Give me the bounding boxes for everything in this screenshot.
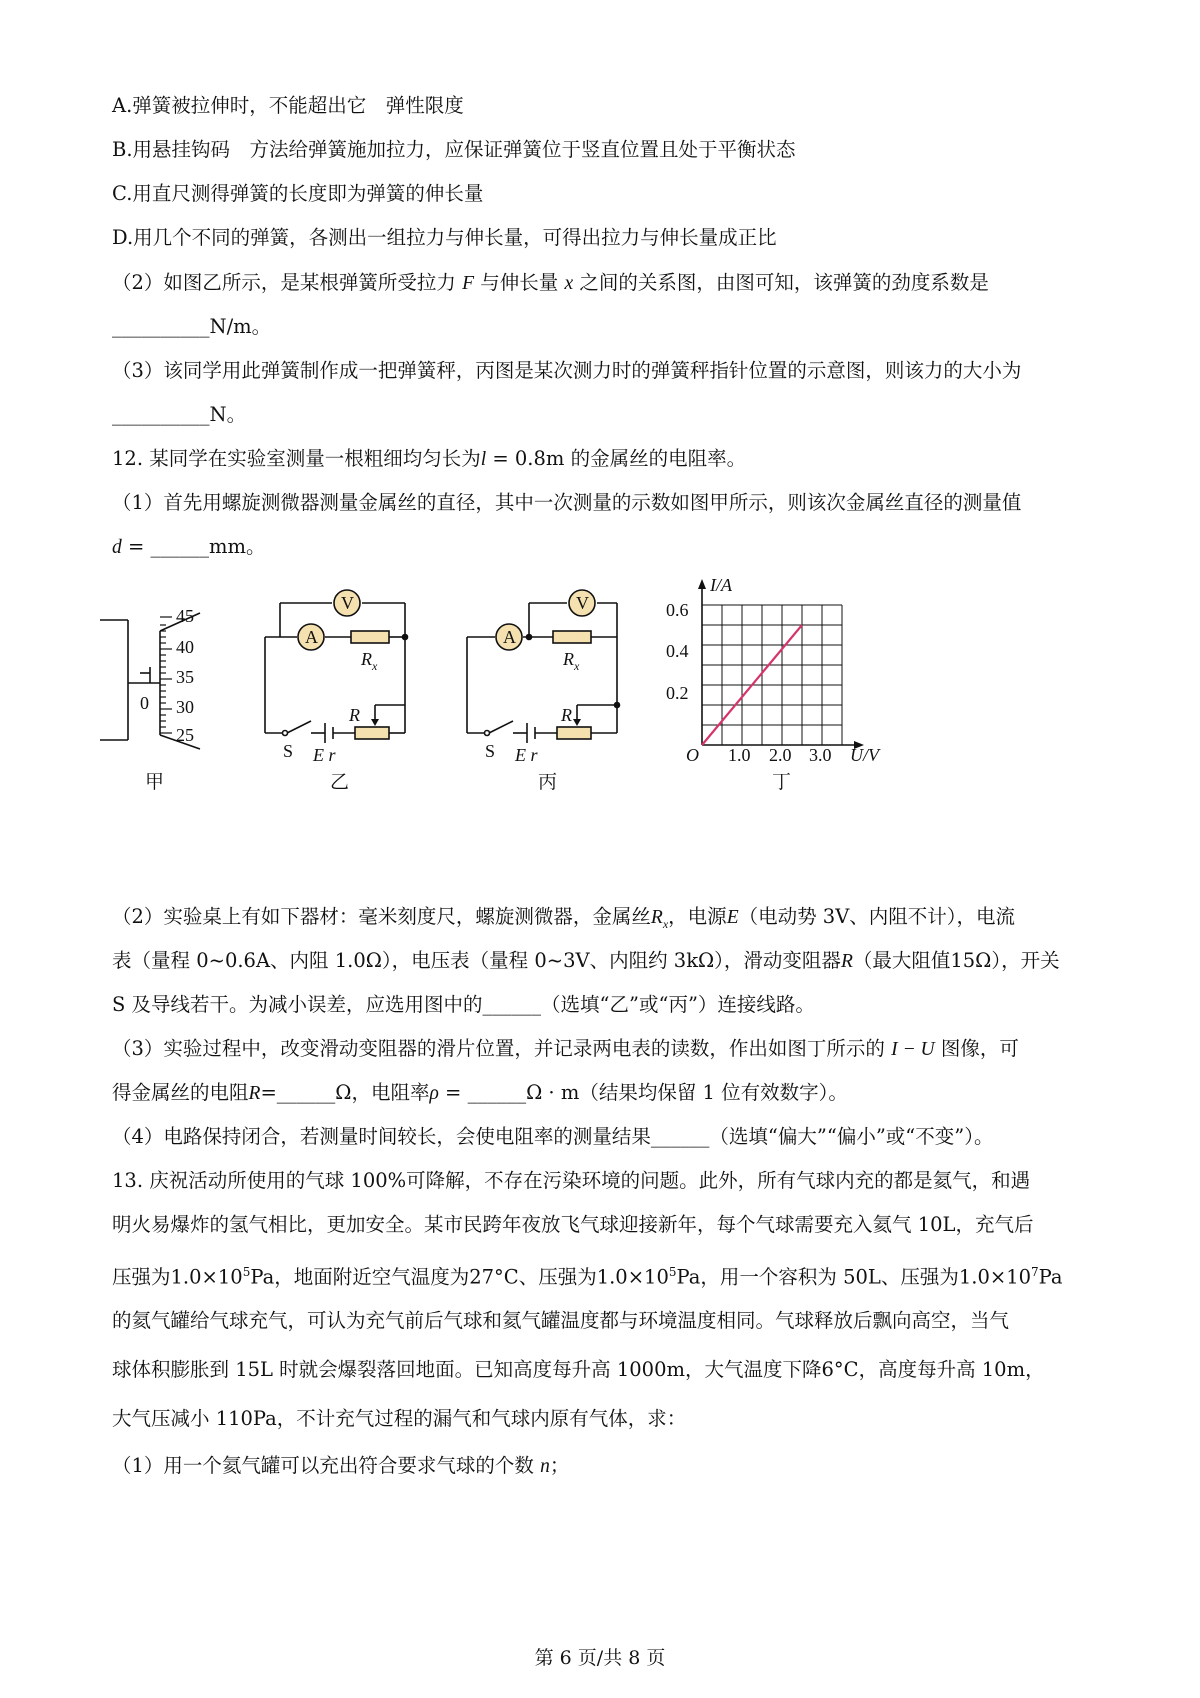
- q11-part2: （2）如图乙所示，是某根弹簧所受拉力 F 与伸长量 x 之间的关系图，由图可知，该弹簧的劲度系数是: [112, 271, 989, 294]
- x-axis-label: U/V: [850, 745, 879, 765]
- circuit-bing: [467, 603, 617, 733]
- circuit-yi: [265, 603, 405, 733]
- resistor-rx-icon: [351, 631, 389, 643]
- q11-part3-blank: __________N。: [112, 403, 247, 426]
- rx-label: $R_x$: [361, 649, 378, 673]
- voltmeter-label: V: [341, 593, 354, 613]
- r-label: R: [349, 705, 360, 725]
- micrometer-zero: 0: [140, 693, 149, 713]
- q12-part2-line3: S 及导线若干。为减小误差，应选用图中的______（选填“乙”或“丙”）连接线路。: [112, 993, 815, 1016]
- x-tick-2.0: 2.0: [769, 745, 792, 765]
- micrometer-tick-40: 40: [176, 637, 194, 657]
- option-c: C.用直尺测得弹簧的长度即为弹簧的伸长量: [112, 182, 484, 205]
- q11-part3: （3）该同学用此弹簧制作成一把弹簧秤，丙图是某次测力时的弹簧秤指针位置的示意图，则该力的大小为: [112, 359, 1022, 382]
- rx-label: $R_x$: [563, 649, 580, 673]
- option-b: B.用悬挂钩码 方法给弹簧施加拉力，应保证弹簧位于竖直位置且处于平衡状态: [112, 138, 796, 161]
- ammeter-label: A: [305, 627, 318, 647]
- source-label: E r: [313, 745, 336, 765]
- voltmeter-label: V: [576, 593, 589, 613]
- figures-svg: [100, 575, 1110, 855]
- q12-part3-line2: 得金属丝的电阻R=______Ω，电阻率ρ = ______Ω · m（结果均保留 1 位有效数字）。: [112, 1081, 848, 1104]
- micrometer-tick-35: 35: [176, 667, 194, 687]
- q12-part1-blank: d = ______mm。: [112, 535, 266, 558]
- q12-part3-line1: （3）实验过程中，改变滑动变阻器的滑片位置，并记录两电表的读数，作出如图丁所示的 I − U 图像，可: [112, 1037, 1019, 1060]
- figure-row: [100, 575, 1110, 855]
- source-label: E r: [515, 745, 538, 765]
- q12-part1: （1）首先用螺旋测微器测量金属丝的直径，其中一次测量的示数如图甲所示，则该次金属丝直径的测量值: [112, 491, 1022, 514]
- q12-part2-line2: 表（量程 0~0.6A、内阻 1.0Ω），电压表（量程 0~3V、内阻约 3kΩ），滑动变阻器R（最大阻值15Ω），开关: [112, 949, 1060, 972]
- option-d: D.用几个不同的弹簧，各测出一组拉力与伸长量，可得出拉力与伸长量成正比: [112, 226, 777, 249]
- rheostat-icon: [355, 727, 389, 739]
- r-label: R: [561, 705, 572, 725]
- x-tick-3.0: 3.0: [809, 745, 832, 765]
- option-a: A.弹簧被拉伸时，不能超出它 弹性限度: [112, 94, 464, 117]
- q13-line1: 13. 庆祝活动所使用的气球 100%可降解，不存在污染环境的问题。此外，所有气球内充的都是氦气，和遇: [112, 1169, 1031, 1192]
- switch-label: S: [485, 741, 496, 761]
- q13-line4: 的氦气罐给气球充气，可认为充气前后气球和氦气罐温度都与环境温度相同。气球释放后飘向高空，当气: [112, 1309, 1010, 1332]
- iu-graph: [666, 575, 881, 765]
- micrometer-tick-45: 45: [176, 606, 194, 626]
- y-axis-label: I/A: [710, 575, 732, 595]
- micrometer-scale: [160, 617, 172, 733]
- resistor-rx-icon: [553, 631, 591, 643]
- y-tick-0.6: 0.6: [666, 600, 689, 620]
- caption-bing: 丙: [538, 772, 558, 793]
- q13-line5: 球体积膨胀到 15L 时就会爆裂落回地面。已知高度每升高 1000m，大气温度下降6°C，高度每升高 10m，: [112, 1358, 1045, 1381]
- q12-part2-line1: （2）实验桌上有如下器材：毫米刻度尺，螺旋测微器，金属丝$R_x$，电源E（电动势 3V、内阻不计），电流: [112, 905, 1016, 931]
- micrometer-tick-25: 25: [176, 725, 194, 745]
- q12-part4: （4）电路保持闭合，若测量时间较长，会使电阻率的测量结果______（选填“偏大”“偏小”或“不变”）。: [112, 1125, 994, 1148]
- q12-stem: 12. 某同学在实验室测量一根粗细均匀长为l = 0.8m 的金属丝的电阻率。: [112, 447, 747, 470]
- micrometer-tick-30: 30: [176, 697, 194, 717]
- origin-label: O: [686, 745, 699, 765]
- q13-line3: 压强为$1.0\times 10^5Pa$，地面附近空气温度为27°C、压强为$1.0\times 10^5Pa$，用一个容积为 50L、压强为$1.0\times 10^7Pa$: [112, 1265, 1063, 1289]
- caption-yi: 乙: [330, 772, 350, 793]
- y-tick-0.2: 0.2: [666, 683, 689, 703]
- y-tick-0.4: 0.4: [666, 641, 689, 661]
- switch-label: S: [283, 741, 294, 761]
- caption-ding: 丁: [772, 772, 792, 793]
- page-footer: 第 6 页/共 8 页: [534, 1647, 666, 1669]
- caption-jia: 甲: [145, 772, 165, 793]
- q11-part2-blank: __________N/m。: [112, 315, 272, 338]
- x-tick-1.0: 1.0: [728, 745, 751, 765]
- rheostat-icon: [557, 727, 591, 739]
- q13-part1: （1）用一个氦气罐可以充出符合要求气球的个数 n；: [112, 1454, 570, 1477]
- q13-line6: 大气压减小 110Pa，不计充气过程的漏气和气球内原有气体，求：: [112, 1407, 687, 1430]
- q13-line2: 明火易爆炸的氢气相比，更加安全。某市民跨年夜放飞气球迎接新年，每个气球需要充入氦气 10L，充气后: [112, 1213, 1034, 1236]
- ammeter-label: A: [503, 627, 516, 647]
